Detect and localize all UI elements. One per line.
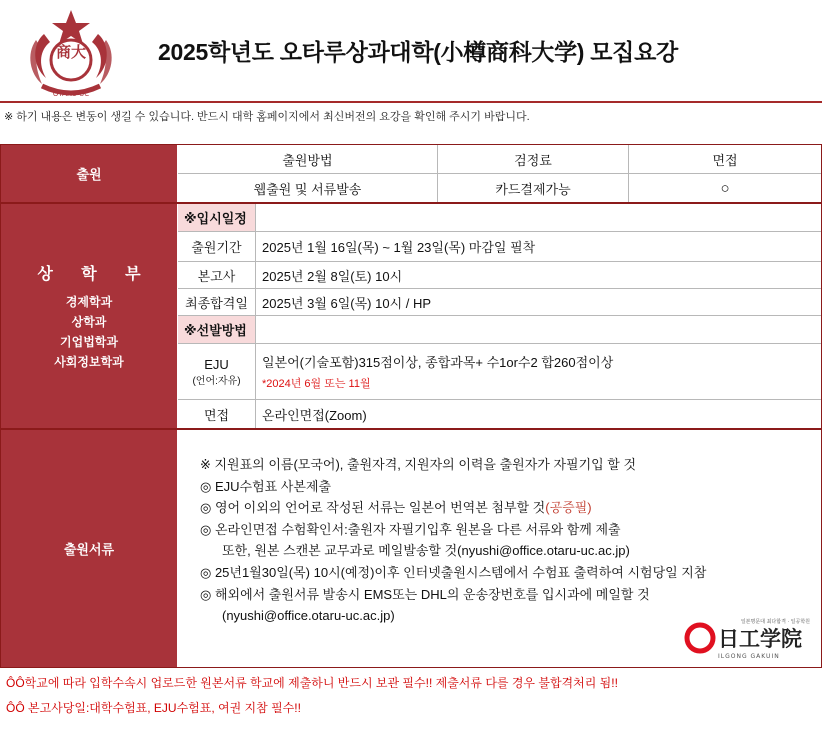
page-title: 2025학년도 오타루상과대학(小樽商科大学) 모집요강 (158, 39, 678, 65)
schedule-value: 2025년 3월 6일(목) 10시 / HP (256, 289, 821, 316)
schedule-label: 최종합격일 (178, 289, 256, 316)
schedule-label: 본고사 (178, 262, 256, 289)
interview-header: 면접 (629, 145, 821, 174)
apply-section-label: 출원 (1, 145, 177, 202)
department-section-label (1, 204, 177, 428)
page-header (0, 0, 822, 104)
notice-text: ※ 하기 내용은 변동이 생길 수 있습니다. 반드시 대학 홈페이지에서 최신버전의 요강을 확인해 주시기 바랍니다. (4, 111, 530, 123)
notarized-note: (공증필) (545, 500, 592, 516)
schedule-label: 출원기간 (178, 232, 256, 262)
faculty-name: 상 학 부 (37, 265, 153, 283)
selection-title-blank (256, 316, 821, 344)
doc-line: ◎ 해외에서 출원서류 발송시 EMS또는 DHL의 운송장번호를 입시과에 메일할 것 (200, 586, 650, 602)
apply-method-value: 웹출원 및 서류발송 (178, 174, 438, 202)
documents-list (200, 454, 706, 627)
schedule-value: 2025년 2월 8일(토) 10시 (256, 262, 821, 289)
title-divider (0, 101, 822, 103)
eju-label-cell (178, 344, 256, 400)
university-emblem-icon (24, 4, 118, 98)
doc-line: ◎ 25년1월30일(목) 10시(예정)이후 인터넷출원시스템에서 수험표 출력하여 시험당일 지참 (200, 564, 707, 580)
selection-title: ※선발방법 (178, 316, 256, 344)
interview-method: 온라인면접(Zoom) (262, 407, 367, 423)
eju-sublabel: (언어:자유) (192, 375, 241, 387)
eju-note: *2024년 6월 또는 11월 (262, 378, 371, 390)
dept-item: 사회정보학과 (54, 354, 124, 369)
dept-item: 상학과 (71, 314, 107, 329)
dept-item: 경제학과 (65, 294, 113, 309)
apply-method-header: 출원방법 (178, 145, 438, 174)
eju-requirement: 일본어(기술포함)315점이상, 종합과목+ 수1or수2 합260점이상 (262, 355, 614, 370)
exam-fee-header: 검정료 (438, 145, 629, 174)
doc-line: 또한, 원본 스캔본 교무과로 메일발송할 것(nyushi@office.otaru-uc.ac.jp) (222, 543, 630, 559)
brand-name: 日工学院 (718, 627, 802, 651)
schedule-title: ※입시일정 (178, 204, 256, 232)
eju-value-cell (256, 344, 821, 400)
doc-line: ◎ EJU수험표 사본제출 (200, 478, 332, 494)
doc-line: ◎ 온라인면접 수험확인서:출원자 자필기입후 원본을 다른 서류와 함께 제출 (200, 521, 621, 537)
doc-line: ◎ 영어 이외의 언어로 작성된 서류는 일본어 번역본 첨부할 것(공증필) (200, 500, 592, 516)
eju-label: EJU (204, 356, 229, 372)
doc-line: ※ 지원표의 이름(모국어), 출원자격, 지원자의 이력을 출원자가 자필기입 할 것 (200, 457, 637, 472)
documents-section-label: 출원서류 (1, 430, 177, 667)
schedule-title-blank (256, 204, 821, 232)
interview-label: 면접 (178, 400, 256, 428)
section-divider (0, 428, 822, 430)
exam-fee-value: 카드결제가능 (438, 174, 629, 202)
brand-tagline: 일본명문대 최다합격 · 일공학원 (740, 619, 810, 625)
emblem-ring-text: OTARU UC (52, 90, 90, 98)
brand-romaji: ILGONG GAKUIN (718, 653, 780, 660)
doc-line: (nyushi@office.otaru-uc.ac.jp) (222, 608, 395, 624)
ilgong-gakuin-logo-icon (682, 614, 812, 662)
dept-item: 기업법학과 (60, 334, 118, 349)
interview-value: ○ (720, 179, 730, 197)
schedule-value: 2025년 1월 16일(목) ~ 1월 23일(목) 마감일 필착 (256, 232, 821, 262)
footnote: ÔÔ 본고사당일:대학수험표, EJU수험표, 여권 지참 필수!! (6, 701, 301, 715)
footnote: ÔÔ학교에 따라 입학수속시 업로드한 원본서류 학교에 제출하니 반드시 보관 필수!! 제출서류 다를 경우 불합격처리 됨!! (6, 676, 618, 690)
emblem-text: 商大 (55, 43, 87, 61)
